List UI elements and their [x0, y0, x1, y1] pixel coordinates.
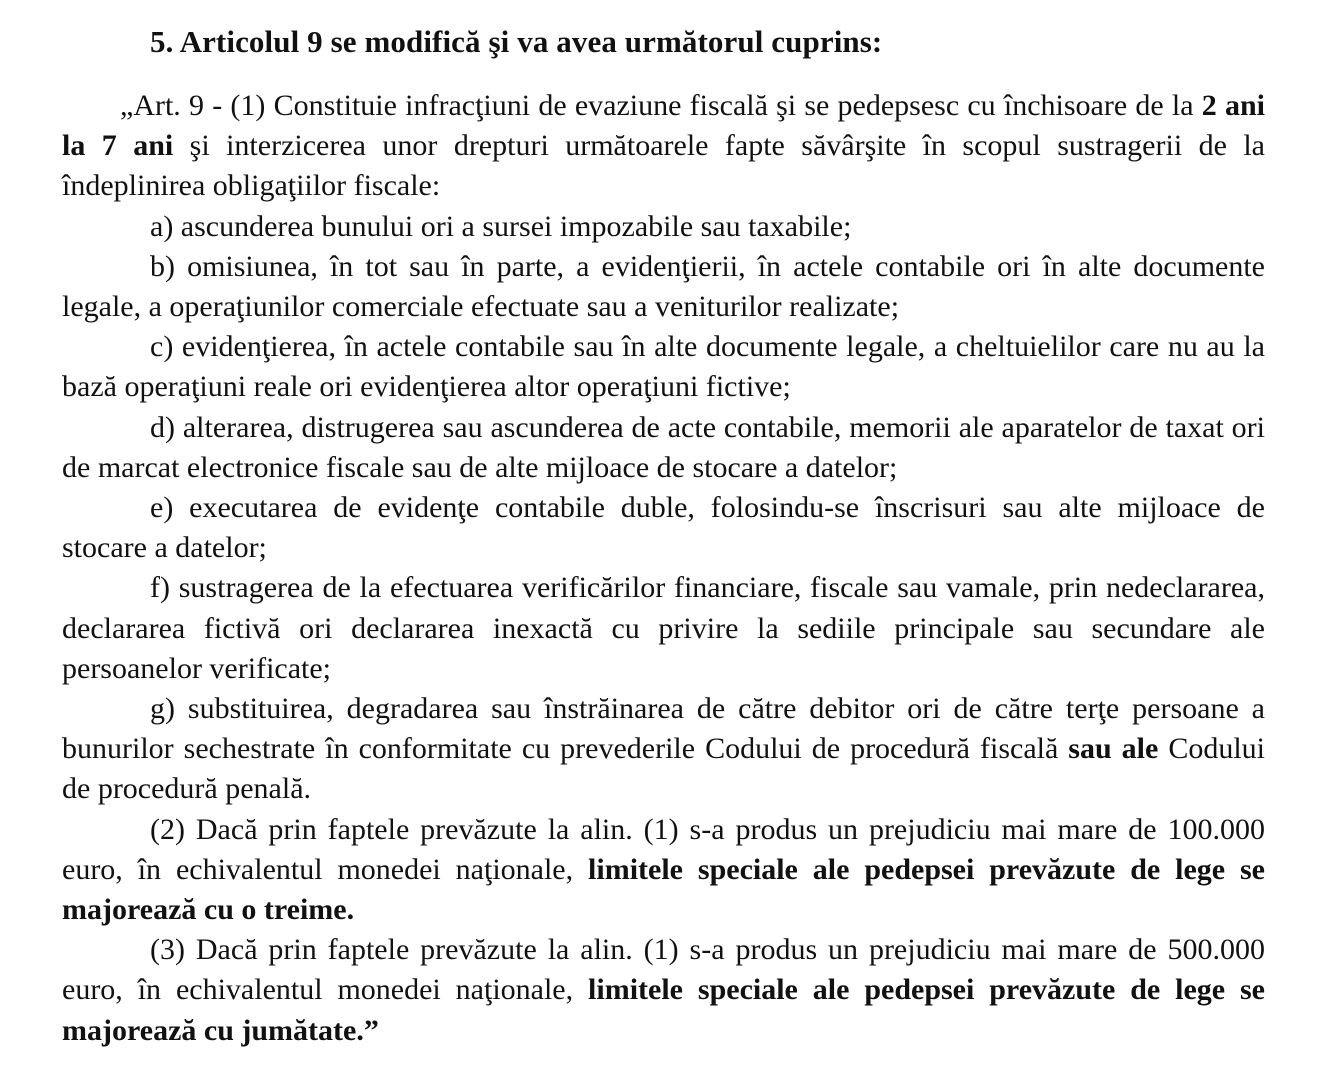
item-g-text-1: g) substituirea, degradarea sau înstrăinarea de către debitor ori de către terţe persoane a bunurilor sechestrate în conformitate cu prevederile Codului de procedură fiscală — [62, 692, 1265, 766]
paragraph-2-text: (2) Dacă prin faptele prevăzute la alin. (1) s-a produs un prejudiciu mai mare de 100.000 euro, în echivalentul monedei naţionale, — [62, 812, 1265, 886]
intro-text-1: „Art. 9 - (1) Constituie infracţiuni de evaziune fiscală şi se pedepsesc cu închisoare de la — [120, 89, 1202, 122]
paragraph-3-text: (3) Dacă prin faptele prevăzute la alin. (1) s-a produs un prejudiciu mai mare de 500.000 euro, în echivalentul monedei naţionale, — [62, 933, 1265, 1007]
item-g — [62, 689, 1265, 810]
intro-text-2: şi interzicerea unor drepturi următoarele fapte săvârşite în scopul sustragerii de la îndeplinirea obligaţiilor fiscale: — [62, 129, 1265, 203]
article-body — [62, 86, 1265, 1051]
intro-penalty-bold: 2 ani la 7 ani — [62, 89, 1265, 163]
section-heading: 5. Articolul 9 se modifică şi va avea următorul cuprins: — [150, 24, 883, 59]
paragraph-3 — [62, 930, 1265, 1051]
item-a: a) ascunderea bunului ori a sursei impozabile sau taxabile; — [150, 209, 852, 243]
item-f: f) sustragerea de la efectuarea verificărilor financiare, fiscale sau vamale, prin nedeclararea, declararea fictivă ori declararea inexactă cu privire la sediile principale sau secundare ale persoanelor verificate; — [62, 571, 1265, 685]
item-d: d) alterarea, distrugerea sau ascunderea de acte contabile, memorii ale aparatelor de taxat ori de marcat electronice fiscale sau de alte mijloace de stocare a datelor; — [62, 410, 1265, 484]
article-intro — [62, 86, 1265, 207]
item-e: e) executarea de evidenţe contabile duble, folosindu-se înscrisuri sau alte mijloace de stocare a datelor; — [62, 491, 1265, 565]
item-g-bold: sau ale — [1068, 732, 1159, 766]
paragraph-2 — [62, 810, 1265, 931]
paragraph-3-bold: limitele speciale ale pedepsei prevăzute de lege se majorează cu jumătate.” — [62, 973, 1265, 1047]
paragraph-2-bold: limitele speciale ale pedepsei prevăzute de lege se majorează cu o treime. — [62, 852, 1265, 927]
item-g-text-2: Codului de procedură penală. — [62, 732, 1265, 806]
item-c: c) evidenţierea, în actele contabile sau în alte documente legale, a cheltuielilor care nu au la bază operaţiuni reale ori evidenţierea altor operaţiuni fictive; — [62, 330, 1265, 404]
item-b: b) omisiunea, în tot sau în parte, a evidenţierii, în actele contabile ori în alte documente legale, a operaţiunilor comerciale efectuate sau a veniturilor realizate; — [62, 249, 1265, 324]
